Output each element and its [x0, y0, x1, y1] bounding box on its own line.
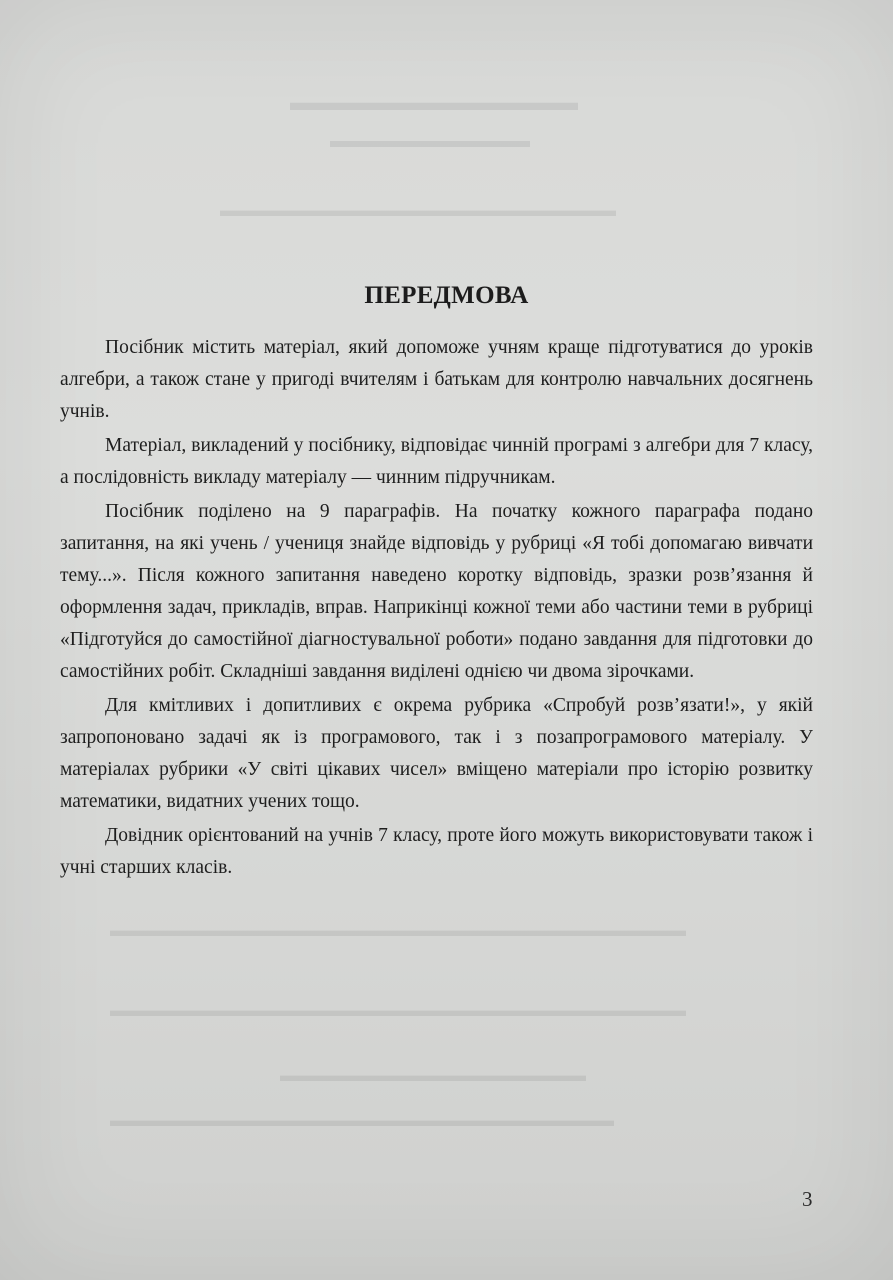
- paragraph-4: Для кмітливих і допитливих є окрема рубрика «Спробуй розв’язати!», у якій запропоновано задачі як із програмового, так і з позапрограмового матеріалу. У матеріалах рубрики «У світі цікавих чисел» вміщено матеріали про історію розвитку математики, видатних учених тощо.: [60, 695, 813, 812]
- paragraph-1: Посібник містить матеріал, який допоможе учням краще підготуватися до уроків алгебри, а також стане у пригоді вчителям і батькам для контролю навчальних досягнень учнів.: [60, 337, 813, 422]
- page-number: 3: [802, 1187, 813, 1211]
- paragraph-3: Посібник поділено на 9 параграфів. На початку кожного параграфа подано запитання, на які учень / учениця знайде відповідь у рубриці «Я тобі допомагаю вивчати тему...». Після кожного запитання наведено коротку відповідь, зразки розв’язання й оформлення задач, прикладів, вправ. Наприкінці кожної теми або частини теми в рубриці «Підготуйся до самостійної діагностувальної роботи» подано завдання для підготовки до самостійних робіт. Складніші завдання виділені однією чи двома зірочками.: [60, 501, 813, 682]
- paragraph-5: Довідник орієнтований на учнів 7 класу, проте його можуть використовувати також і учні старших класів.: [60, 825, 813, 878]
- preface-body: [60, 332, 813, 884]
- page-title: ПЕРЕДМОВА: [364, 282, 529, 309]
- paragraph-2: Матеріал, викладений у посібнику, відповідає чинній програмі з алгебри для 7 класу, а послідовність викладу матеріалу — чинним підручникам.: [60, 435, 813, 488]
- book-page: ▬▬▬▬▬▬▬▬▬▬▬▬ ▬▬▬▬▬▬▬▬▬▬ ▬▬▬▬▬▬▬▬▬▬▬▬▬▬▬▬▬▬▬▬▬▬ ▬▬▬▬▬▬▬▬▬▬▬▬▬▬▬▬▬▬▬▬▬▬▬▬▬▬▬▬▬▬▬▬ ▬▬▬▬▬▬▬▬▬▬▬▬▬▬▬▬▬▬▬▬▬▬▬▬▬▬▬▬▬▬▬▬ ▬▬▬▬▬▬▬▬▬▬▬▬▬▬▬▬▬ ▬▬▬▬▬▬▬▬▬▬▬▬▬▬▬▬▬▬▬▬▬▬▬▬▬▬▬▬ ПЕРЕДМОВА Посібник містить матеріал, який допоможе учням краще підготуватися до уроків алгебри, а також стане у пригоді вчителям і батькам для контролю навчальних досягнень учнів. Матеріал, викладений у посібнику, відповідає чинній програмі з алгебри для 7 класу, а послідовність викладу матеріалу — чинним підручникам. Посібник поділено на 9 параграфів. На початку кожного параграфа подано запитання, на які учень / учениця знайде відповідь у рубриці «Я тобі допомагаю вивчати тему...». Після кожного запитання наведено коротку відповідь, зразки розв’язання й оформлення задач, прикладів, вправ. Наприкінці кожної теми або частини теми в рубриці «Підготуйся до самостійної діагностувальної роботи» подано завдання для підготовки до самостійних робіт. Складніші завдання виділені однією чи двома зірочками. Для кмітливих і допитливих є окрема рубрика «Спробуй розв’язати!», у якій запропоновано задачі як із програмового, так і з позапрограмового матеріалу. У матеріалах рубрики «У світі цікавих чисел» вміщено матеріали про історію розвитку математики, видатних учених тощо. Довідник орієнтований на учнів 7 класу, проте його можуть використовувати також і учні старших класів. 3: [0, 0, 893, 1280]
